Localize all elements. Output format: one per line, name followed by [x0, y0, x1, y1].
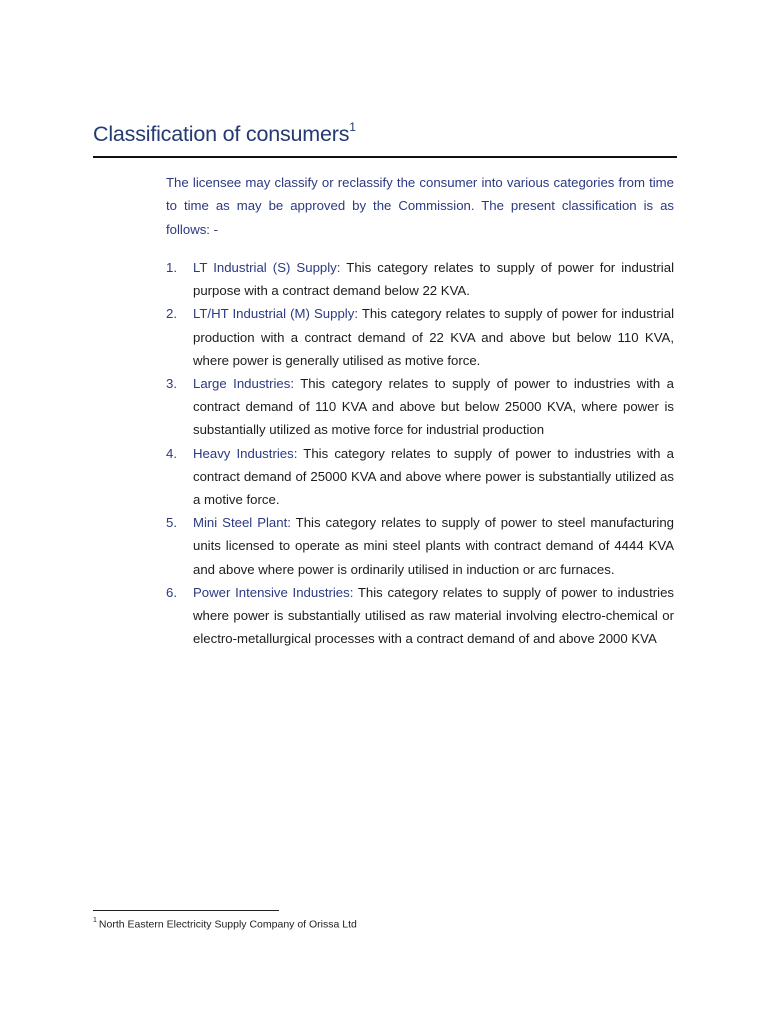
item-term: Heavy Industries:	[193, 445, 298, 461]
classification-list	[166, 256, 674, 650]
item-body	[193, 581, 674, 651]
item-number: 3.	[166, 376, 177, 392]
page-title	[93, 122, 356, 147]
item-text: This category relates to supply of power to industries where power is substantially utilised as raw material involving electro-chemical or electro-metallurgical processes with a contract demand of and above 2000 KVA	[193, 584, 674, 647]
heading-underline	[93, 156, 677, 158]
item-text: This category relates to supply of power for industrial purpose with a contract demand below 22 KVA.	[193, 260, 674, 299]
list-item	[166, 581, 674, 651]
footnote	[93, 918, 357, 931]
list-item	[166, 511, 674, 581]
footnote-text: North Eastern Electricity Supply Company of Orissa Ltd	[98, 918, 357, 931]
item-number: 2.	[166, 306, 177, 322]
item-text: This category relates to supply of power for industrial production with a contract demand of 22 KVA and above but below 110 KVA, where power is generally utilised as motive force.	[193, 306, 674, 368]
item-number: 4.	[166, 445, 177, 461]
footnote-marker: 1	[93, 917, 97, 924]
item-body	[193, 372, 674, 442]
list-item	[166, 302, 674, 372]
footnote-reference[interactable]: 1	[349, 120, 356, 134]
item-term: Power Intensive Industries:	[193, 584, 354, 600]
item-number: 1.	[166, 260, 177, 275]
item-number: 6.	[166, 584, 177, 600]
item-term: Mini Steel Plant:	[193, 515, 291, 531]
item-term: LT/HT Industrial (M) Supply:	[193, 306, 358, 322]
intro-paragraph: The licensee may classify or reclassify the consumer into various categories from time to time as may be approved by the Commission. The present classification is as follows: -	[166, 175, 674, 237]
footnote-separator	[93, 910, 279, 911]
item-term: LT Industrial (S) Supply:	[193, 260, 341, 275]
item-number: 5.	[166, 515, 177, 531]
list-item	[166, 372, 674, 442]
item-text: This category relates to supply of power to industries with a contract demand of 110 KVA and above but below 25000 KVA, where power is substantially utilized as motive force for industrial production	[193, 376, 674, 438]
item-term: Large Industries:	[193, 376, 295, 392]
item-text: This category relates to supply of power to industries with a contract demand of 25000 KVA and above where power is substantially utilized as a motive force.	[193, 445, 674, 508]
item-body	[193, 511, 674, 581]
item-body	[193, 302, 674, 372]
item-body	[193, 256, 674, 302]
page-title-text: Classification of consumers	[93, 122, 350, 147]
item-body	[193, 442, 674, 512]
list-item	[166, 256, 674, 302]
list-item	[166, 442, 674, 512]
item-text: This category relates to supply of power to steel manufacturing units licensed to operate as mini steel plants with contract demand of 4444 KVA and above where power is ordinarily utilised in induction or arc furnaces.	[193, 515, 674, 577]
